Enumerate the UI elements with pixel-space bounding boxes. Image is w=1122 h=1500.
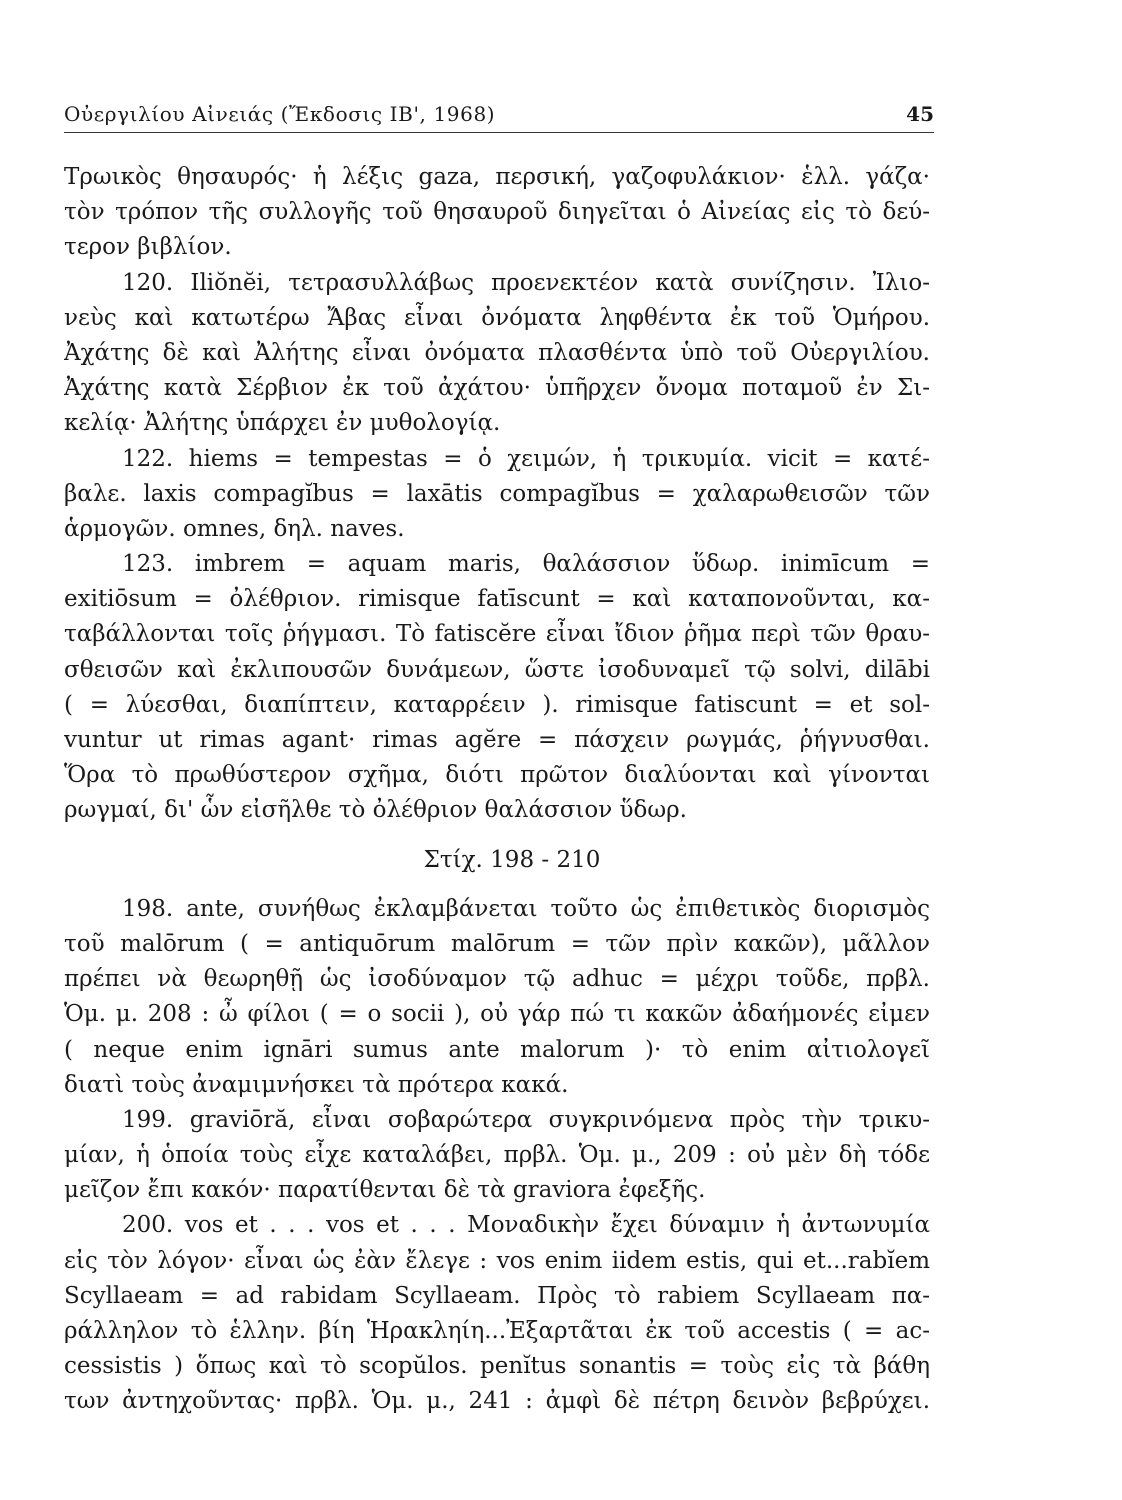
- text-line: μίαν, ἡ ὁποία τοὺς εἶχε καταλάβει, πρβλ. Ὁμ. μ., 209 : οὐ μὲν δὴ τόδε: [64, 1142, 930, 1169]
- page-header: [64, 98, 934, 133]
- text-line: ( = λύεσθαι, διαπίπτειν, καταρρέειν ). rimisque fatiscunt = et sol-: [64, 691, 930, 718]
- text-line: 200. vos et . . . vos et . . . Μοναδικὴν ἔχει δύναμιν ἡ ἀντωνυμία: [122, 1212, 930, 1239]
- text-line: τὸν τρόπον τῆς συλλογῆς τοῦ θησαυροῦ διηγεῖται ὁ Αἰνείας εἰς τὸ δεύ-: [64, 199, 930, 226]
- text-line: 123. imbrem = aquam maris, θαλάσσιον ὕδωρ. inimīcum =: [122, 551, 930, 578]
- text-line: Τρωικὸς θησαυρός· ἡ λέξις gaza, περσική, γαζοφυλάκιον· ἑλλ. γάζα·: [64, 164, 930, 190]
- text-line: εἰς τὸν λόγον· εἶναι ὡς ἐὰν ἔλεγε : vos enim iidem estis, qui et...rabĭem: [64, 1247, 930, 1274]
- text-line: πρέπει νὰ θεωρηθῇ ὡς ἰσοδύναμον τῷ adhuc = μέχρι τοῦδε, πρβλ.: [64, 966, 930, 993]
- text-line: ( neque enim ignāri sumus ante malorum )· τὸ enim αἰτιολογεῖ: [64, 1036, 930, 1063]
- text-line: Scyllaeam = ad rabidam Scyllaeam. Πρὸς τὸ rabiem Scyllaeam πα-: [64, 1282, 930, 1309]
- text-line: 198. ante, συνήθως ἐκλαμβάνεται τοῦτο ὡς ἐπιθετικὸς διορισμὸς: [122, 895, 930, 922]
- text-line: Ὅρα τὸ πρωθύστερον σχῆμα, διότι πρῶτον διαλύονται καὶ γίνονται: [64, 762, 930, 789]
- text-line: ρωγμαί, δι' ὧν εἰσῆλθε τὸ ὀλέθριον θαλάσσιον ὕδωρ.: [64, 797, 687, 824]
- text-line: ταβάλλονται τοῖς ῥήγμασι. Τὸ fatiscĕre εἶναι ἴδιον ῥῆμα περὶ τῶν θραυ-: [64, 621, 930, 648]
- text-line: Ὁμ. μ. 208 : ὦ φίλοι ( = o socii ), οὐ γάρ πώ τι κακῶν ἀδαήμονές εἰμεν: [64, 1001, 930, 1028]
- text-line: μεῖζον ἔπι κακόν· παρατίθενται δὲ τὰ graviora ἐφεξῆς.: [64, 1177, 706, 1204]
- text-line: 122. hiems = tempestas = ὁ χειμών, ἡ τρικυμία. vicit = κατέ-: [122, 445, 930, 472]
- text-line: cessistis ) ὅπως καὶ τὸ scopŭlos. penĭtus sonantis = τοὺς εἰς τὰ βάθη: [64, 1353, 930, 1380]
- page-number: 45: [906, 102, 934, 126]
- text-line: Ἀχάτης κατὰ Σέρβιον ἐκ τοῦ ἀχάτου· ὑπῆρχεν ὄνομα ποταμοῦ ἐν Σι-: [64, 375, 930, 402]
- text-line: Ἀχάτης δὲ καὶ Ἀλήτης εἶναι ὀνόματα πλασθέντα ὑπὸ τοῦ Οὐεργιλίου.: [64, 339, 930, 366]
- text-line: ἁρμογῶν. omnes, δηλ. naves.: [64, 515, 405, 542]
- text-line: ράλληλον τὸ ἑλλην. βίη Ἡρακληίη...Ἐξαρτᾶται ἐκ τοῦ accestis ( = ac-: [64, 1318, 930, 1344]
- text-line: διατὶ τοὺς ἀναμιμνήσκει τὰ πρότερα κακά.: [64, 1071, 569, 1098]
- text-line: 199. graviōră, εἶναι σοβαρώτερα συγκρινόμενα πρὸς τὴν τρικυ-: [122, 1106, 930, 1133]
- section-title: Στίχ. 198 - 210: [423, 846, 601, 873]
- text-line: κελίᾳ· Ἀλήτης ὑπάρχει ἐν μυθολογίᾳ.: [64, 410, 501, 437]
- running-title: Οὐεργιλίου Αἰνειάς (Ἔκδοσις ΙΒ', 1968): [64, 102, 496, 126]
- commentary-text: [64, 160, 930, 1420]
- text-line: βαλε. laxis compagĭbus = laxātis compagĭbus = χαλαρωθεισῶν τῶν: [64, 480, 930, 507]
- text-line: 120. Iliŏnĕi, τετρασυλλάβως προενεκτέον κατὰ συνίζησιν. Ἰλιο-: [122, 269, 930, 296]
- text-line: των ἀντηχοῦντας· πρβλ. Ὁμ. μ., 241 : ἀμφὶ δὲ πέτρη δεινὸν βεβρύχει.: [64, 1388, 930, 1415]
- text-line: σθεισῶν καὶ ἐκλιπουσῶν δυνάμεων, ὥστε ἰσοδυναμεῖ τῷ solvi, dilābi: [64, 656, 930, 683]
- text-line: τοῦ malōrum ( = antiquōrum malōrum = τῶν πρὶν κακῶν), μᾶλλον: [64, 930, 930, 957]
- text-line: νεὺς καὶ κατωτέρω Ἄβας εἶναι ὀνόματα ληφθέντα ἐκ τοῦ Ὁμήρου.: [64, 304, 930, 331]
- text-line: τερον βιβλίον.: [64, 234, 232, 261]
- text-line: exitiōsum = ὀλέθριον. rimisque fatīscunt = καὶ καταπονοῦνται, κα-: [64, 586, 930, 613]
- text-line: vuntur ut rimas agant· rimas agĕre = πάσχειν ρωγμάς, ῥήγνυσθαι.: [64, 727, 930, 753]
